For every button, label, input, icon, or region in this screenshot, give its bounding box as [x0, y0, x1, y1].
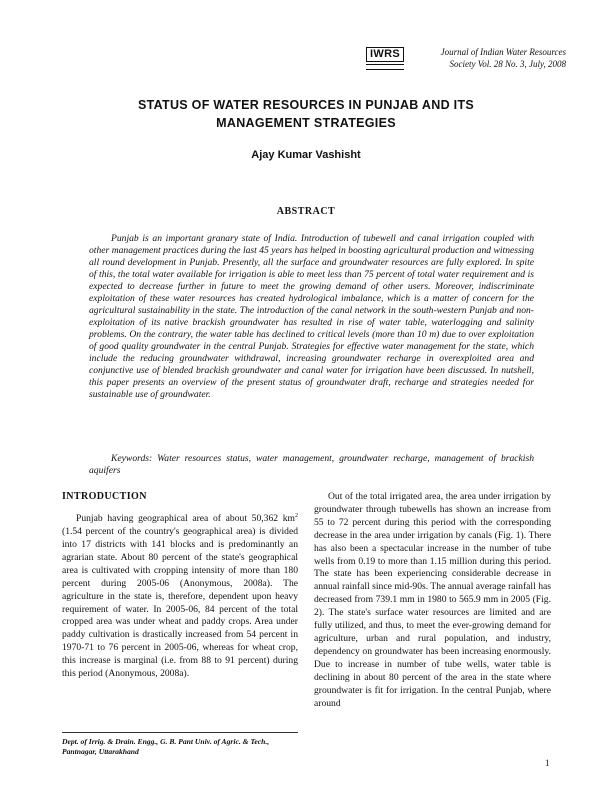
intro-paragraph-1: Punjab having geographical area of about 50,362 $km^2$ (1.54 percent of the country's geographical area) is divided into 17 districts with 141 blocks and is predominantly an agrarian state. About 80 percent of the state's geographical area is cultivated with cropping intensity of more than 180 percent during 2005-06 (Anonymous, 2008a). The agriculture in the state is, therefore, dependent upon heavy requirement of water. In 2005-06, 84 percent of the total cropped area was under wheat and paddy crops. Area under paddy cultivation is drastically increased from 54 percent in 1970-71 to 76 percent in 2005-06, whereas for wheat crop, this increase is marginal (i.e. from 88 to 91 percent) during this period (Anonymous, 2008a).: [62, 513, 298, 680]
intro-paragraph-2: Out of the total irrigated area, the area under irrigation by groundwater through tubewells has shown an increase from 55 to 72 percent during this period with the corresponding decrease in the area under irrigation by canals (Fig. 1). There has also been a spectacular increase in the number of tube wells from 0.19 to more than 1.15 million during this period. The state has been experiencing considerable decrease in annual rainfall since mid-90s. The annual average rainfall has decreased from 739.1 mm in 1980 to 565.9 mm in 2005 (Fig. 2). The state's surface water resources are limited and are fully utilized, and thus, to meet the ever-growing demand for agriculture, urban and rural population, and industry, dependency on groundwater has been increasing enormously. Due to increase in number of tube wells, water table is declining in about 80 percent of the area in the state where groundwater is fit for irrigation. In the central Punjab, where around: [314, 491, 551, 709]
right-column: [314, 491, 551, 710]
abstract-body: Punjab is an important granary state of India. Introduction of tubewell and canal irrigation coupled with other management practices during the last 45 years has helped in boosting agricultural production and witnessing all round development in Punjab. Presently, all the surface and groundwater resources are fully explored. In spite of this, the total water available for irrigation is able to meet less than 75 percent of total water requirement and is expected to decrease further in future to meet the growing demand of other users. Moreover, indiscriminate exploitation of these water resources has created hydrological imbalance, which is a matter of concern for the agricultural sustainability in the state. The introduction of the canal network in the south-western Punjab and non-exploitation of its native brackish groundwater has resulted in rise of water table, waterlogging and salinity problems. On the contrary, the water table has declined to critical levels (more than 10 m) due to over exploitation of good quality groundwater in the central Punjab. Strategies for effective water management for the state, which include the reducing groundwater withdrawal, increasing groundwater recharge in overexploited area and conjunctive use of blended brackish groundwater and canal water for irrigation have been discussed. In nutshell, this paper presents an overview of the present status of groundwater draft, recharge and strategies needed for sustainable use of groundwater.: [89, 233, 534, 400]
keywords: Keywords: Water resources status, water management, groundwater recharge, management of brackish aquifers: [89, 453, 534, 476]
abstract-heading: ABSTRACT: [276, 206, 336, 217]
journal-citation: [410, 46, 566, 70]
page-number: 1: [545, 758, 550, 768]
introduction-heading: INTRODUCTION: [62, 491, 147, 502]
author-affiliation-footnote: Dept. of Irrig. & Drain. Engg., G. B. Pant Univ. of Agric. & Tech., Pantnagar, Uttarakhand: [62, 737, 270, 756]
paper-title: [80, 96, 532, 132]
title-line-1: STATUS OF WATER RESOURCES IN PUNJAB AND ITS: [137, 98, 475, 112]
logo-underline: [366, 64, 404, 70]
journal-name: Journal of Indian Water Resources: [440, 47, 566, 57]
left-column: [62, 491, 298, 681]
author-name: Ajay Kumar Vashisht: [251, 149, 361, 161]
iwrs-logo: IWRS: [366, 47, 404, 62]
footnote-divider: [62, 732, 298, 733]
journal-header: [366, 46, 566, 74]
journal-volume: Society Vol. 28 No. 3, July, 2008: [449, 59, 566, 69]
title-line-2: MANAGEMENT STRATEGIES: [216, 116, 396, 130]
